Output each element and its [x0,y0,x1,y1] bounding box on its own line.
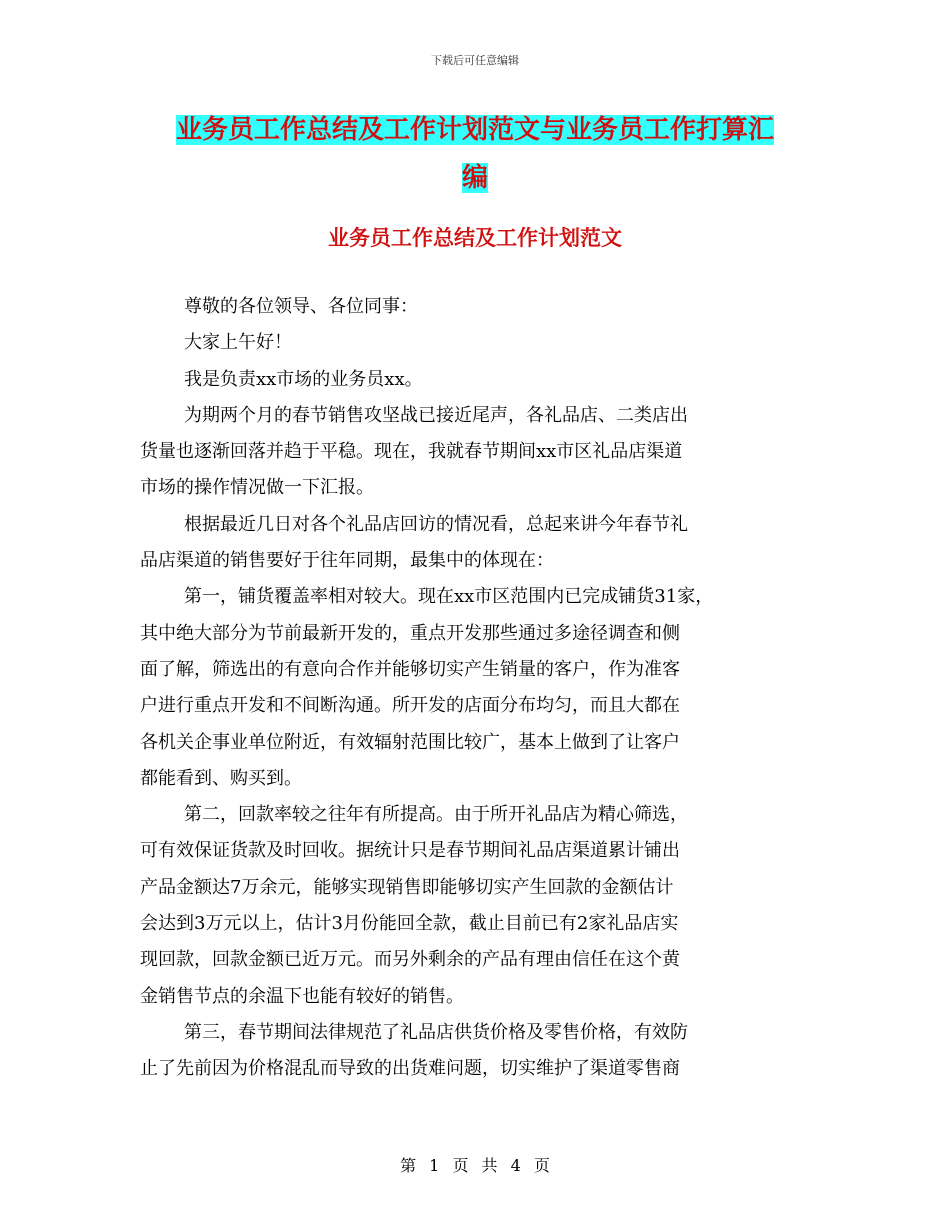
text-line: 第二，回款率较之往年有所提高。由于所开礼品店为精心筛选， [184,804,688,826]
text-line: 市场的操作情况做一下汇报。 [140,477,374,499]
text-line: 止了先前因为价格混乱而导致的出货难问题，切实维护了渠道零售商 [140,1058,680,1080]
text-line: 现回款，回款金额已近万元。而另外剩余的产品有理由信任在这个黄 [140,949,680,971]
section-title: 业务员工作总结及工作计划范文 [328,226,622,250]
text-line: 金销售节点的余温下也能有较好的销售。 [140,985,464,1007]
text-line: 各机关企事业单位附近，有效辐射范围比较广，基本上做到了让客户 [140,731,680,753]
text-line: 其中绝大部分为节前最新开发的，重点开发那些通过多途径调查和侧 [140,622,680,644]
title-line-2: 编 [461,163,488,193]
text-line: 第三，春节期间法律规范了礼品店供货价格及零售价格，有效防 [184,1021,688,1043]
text-line: 可有效保证货款及时回收。据统计只是春节期间礼品店渠道累计铺出 [140,840,680,862]
document-body [140,289,830,1088]
text-line: 会达到3万元以上，估计3月份能回全款，截止目前已有2家礼品店实 [140,913,679,935]
document-title [0,106,950,202]
text-line: 户进行重点开发和不间断沟通。所开发的店面分布均匀，而且大都在 [140,695,680,717]
page-header-note: 下载后可任意编辑 [431,54,519,67]
text-line: 面了解，筛选出的有意向合作并能够切实产生销量的客户，作为准客 [140,658,680,680]
text-line: 品店渠道的销售要好于往年同期，最集中的体现在： [140,550,554,572]
text-line: 尊敬的各位领导、各位同事： [184,296,418,317]
title-line-1: 业务员工作总结及工作计划范文与业务员工作打算汇 [175,115,774,145]
text-line: 产品金额达7万余元，能够实现销售即能够切实产生回款的金额估计 [140,876,674,898]
text-line: 都能看到、购买到。 [140,767,302,789]
page-number: 第 1 页 共 4 页 [400,1156,550,1175]
text-line: 根据最近几日对各个礼品店回访的情况看，总起来讲今年春节礼 [184,513,688,535]
text-line: 我是负责xx市场的业务员xx。 [184,368,423,390]
text-line: 货量也逐渐回落并趋于平稳。现在，我就春节期间xx市区礼品店渠道 [140,441,683,463]
text-line: 第一，铺货覆盖率相对较大。现在xx市区范围内已完成铺货31家， [184,586,714,608]
text-line: 大家上午好！ [184,332,292,354]
text-line: 为期两个月的春节销售攻坚战已接近尾声，各礼品店、二类店出 [184,404,688,426]
